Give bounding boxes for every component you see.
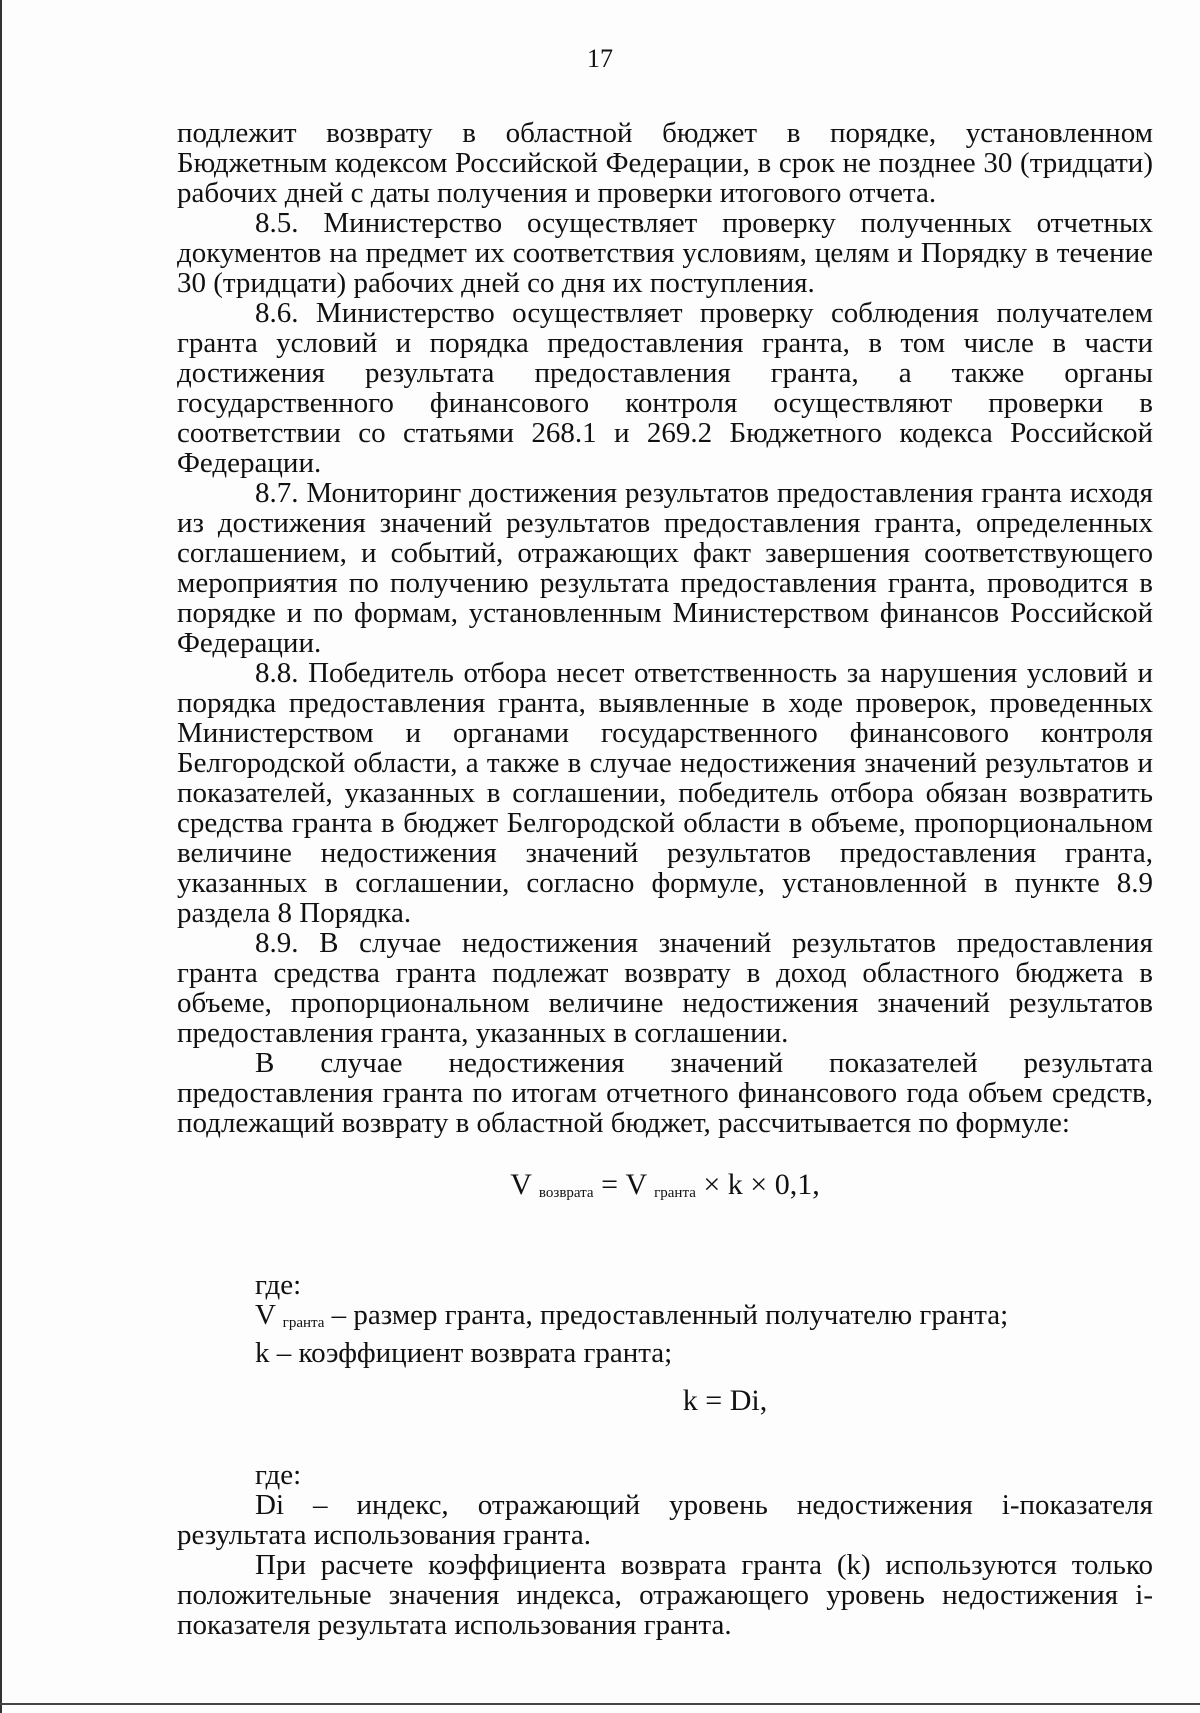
paragraph-8-6: 8.6. Министерство осуществляет проверку соблюдения получателем гранта условий и порядка предоставления гранта, в том числе в части достижения результата предоставления гранта, а также органы государственного финансового контроля осуществляют проверки в соответствии со статьями 268.1 и 269.2 Бюджетного кодекса Российской Федерации. xyxy=(177,297,1153,479)
where-label-2: где: xyxy=(255,1459,302,1491)
paragraph-8-9-formula-intro: В случае недостижения значений показателей результата предоставления гранта по итогам отчетного финансового года объем средств, подлежащий возврату в областной бюджет, рассчитывается по формуле: xyxy=(177,1047,1153,1139)
scan-border-left xyxy=(0,0,2,1713)
def-v-sub: гранта xyxy=(282,1315,325,1331)
formula-sub-return: возврата xyxy=(538,1185,594,1201)
formula-v-symbol: V xyxy=(510,1168,532,1201)
paragraph-8-5: 8.5. Министерство осуществляет проверку полученных отчетных документов на предмет их соответствия условиям, целям и Порядку в течение 30 (тридцати) рабочих дней со дня их поступления. xyxy=(177,207,1153,299)
formula-k: k = Di, xyxy=(682,1384,768,1417)
formula-sub-grant: гранта xyxy=(654,1185,696,1201)
paragraph-continuation: подлежит возврату в областной бюджет в порядке, установленном Бюджетным кодексом Российской Федерации, в срок не позднее 30 (тридцати) рабочих дней с даты получения и проверки итогового отчета. xyxy=(177,117,1153,209)
paragraph-8-7: 8.7. Мониторинг достижения результатов предоставления гранта исходя из достижения значений результатов предоставления гранта, определенных соглашением, и событий, отражающих факт завершения соответствующего мероприятия по получению результата предоставления гранта, проводится в порядке и по формам, установленным Министерством финансов Российской Федерации. xyxy=(177,477,1153,659)
formula-rest: × k × 0,1, xyxy=(695,1168,820,1201)
formula-v-grant-symbol: V xyxy=(625,1168,647,1201)
def-v-text: – размер гранта, предоставленный получателю гранта; xyxy=(324,1299,1009,1331)
document-body xyxy=(177,118,1153,1640)
formula-return-volume xyxy=(177,1170,1153,1208)
scan-border-bottom xyxy=(0,1703,1200,1705)
def-v-symbol: V xyxy=(255,1299,276,1331)
definition-k: k – коэффициент возврата гранта; xyxy=(255,1337,673,1369)
definition-d: Di – индекс, отражающий уровень недостижения i-показателя результата использования гранта. xyxy=(177,1489,1153,1551)
formula-equals: = xyxy=(593,1168,626,1201)
paragraph-8-8: 8.8. Победитель отбора несет ответственность за нарушения условий и порядка предоставления гранта, выявленные в ходе проверок, проведенных Министерством и органами государственного финансового контроля Белгородской области, а также в случае недостижения значений результатов и показателей, указанных в соглашении, победитель отбора обязан возвратить средства гранта в бюджет Белгородской области в объеме, пропорциональном величине недостижения значений результатов предоставления гранта, указанных в соглашении, согласно формуле, установленной в пункте 8.9 раздела 8 Порядка. xyxy=(177,657,1153,929)
page-number: 17 xyxy=(587,44,613,73)
where-label-1: где: xyxy=(255,1269,302,1301)
paragraph-8-9: 8.9. В случае недостижения значений результатов предоставления гранта средства гранта подлежат возврату в доход областного бюджета в объеме, пропорциональном величине недостижения значений результатов предоставления гранта, указанных в соглашении. xyxy=(177,927,1153,1049)
definition-v-grant xyxy=(177,1300,1153,1338)
closing-paragraph: При расчете коэффициента возврата гранта (k) используются только положительные значения индекса, отражающего уровень недостижения i-показателя результата использования гранта. xyxy=(177,1549,1153,1641)
